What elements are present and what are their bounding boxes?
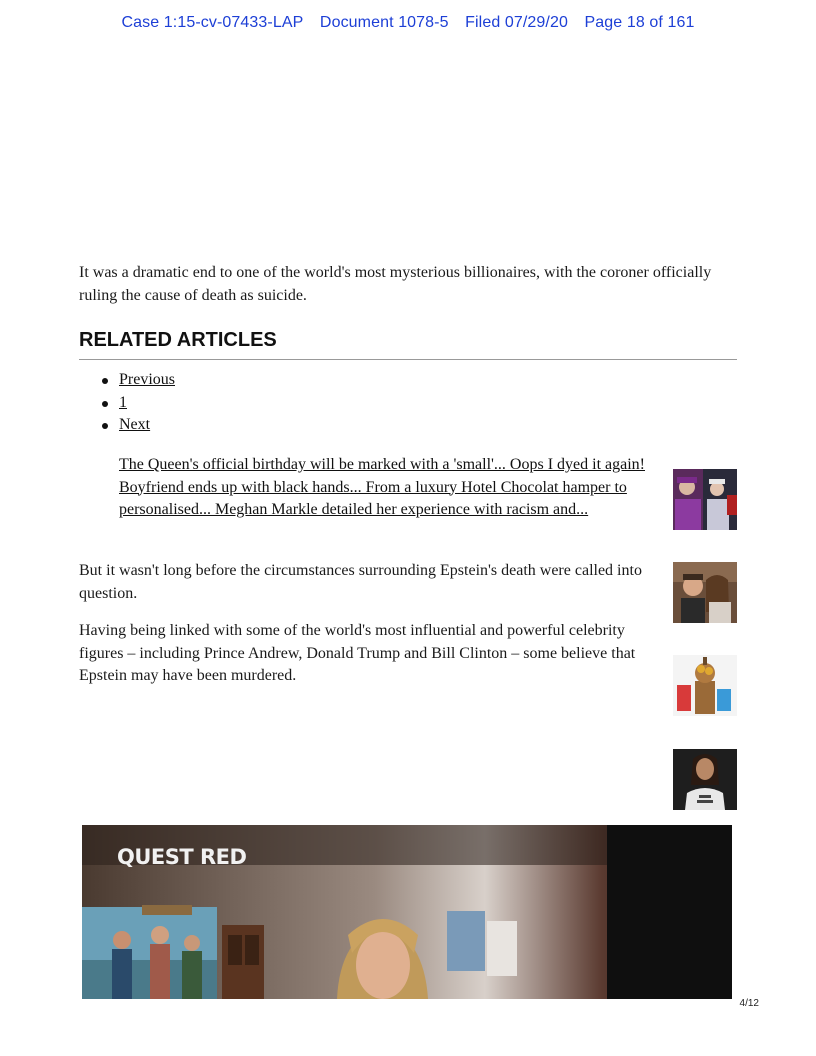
page-indicator: 4/12: [739, 998, 759, 1009]
related-pager: [100, 369, 175, 437]
page-link[interactable]: 1: [119, 393, 127, 411]
case-header: [0, 14, 816, 32]
related-teaser: [119, 454, 649, 522]
paragraph-question: But it wasn't long before the circumstances surrounding Epstein's death were called into question.: [79, 562, 642, 602]
thumbnail-image: [673, 749, 737, 810]
pager-item-page: [100, 392, 175, 415]
paragraph-murder-theory: Having being linked with some of the world's most influential and powerful celebrity figures – including Prince Andrew, Donald Trump and Bill Clinton – some believe that Epstein may have been murdered.: [79, 622, 636, 684]
previous-link[interactable]: Previous: [119, 371, 175, 388]
thumbnail-chocolate-hamper[interactable]: [673, 655, 737, 716]
thumbnail-image: [673, 655, 737, 716]
thumbnail-dyed-hands[interactable]: [673, 562, 737, 623]
thumbnail-image: [673, 469, 737, 530]
pager-item-next: [100, 414, 175, 437]
embedded-video[interactable]: [82, 825, 732, 999]
next-link[interactable]: Next: [119, 416, 151, 433]
thumbnail-meghan-markle[interactable]: [673, 749, 737, 810]
thumbnail-queen-birthday[interactable]: [673, 469, 737, 530]
document-number: Document 1078-5: [319, 14, 449, 31]
thumbnail-image: [673, 562, 737, 623]
intro-paragraph: It was a dramatic end to one of the world's most mysterious billionaires, with the coroner officially ruling the cause of death as suicide.: [79, 264, 712, 304]
section-divider: [79, 359, 737, 360]
pager-item-previous: [100, 369, 175, 392]
related-articles-heading: RELATED ARTICLES: [79, 329, 277, 351]
video-channel-logo: QUEST RED: [117, 845, 247, 869]
case-number: Case 1:15-cv-07433-LAP: [121, 14, 304, 31]
page-count: Page 18 of 161: [584, 14, 695, 31]
related-articles-link[interactable]: The Queen's official birthday will be marked with a 'small'... Oops I dyed it again! Boyfriend ends up with black hands... From a luxury Hotel Chocolat hamper to personalised... Meghan Markle detailed her experience with racism and...: [119, 456, 645, 518]
filed-date: Filed 07/29/20: [465, 14, 568, 31]
